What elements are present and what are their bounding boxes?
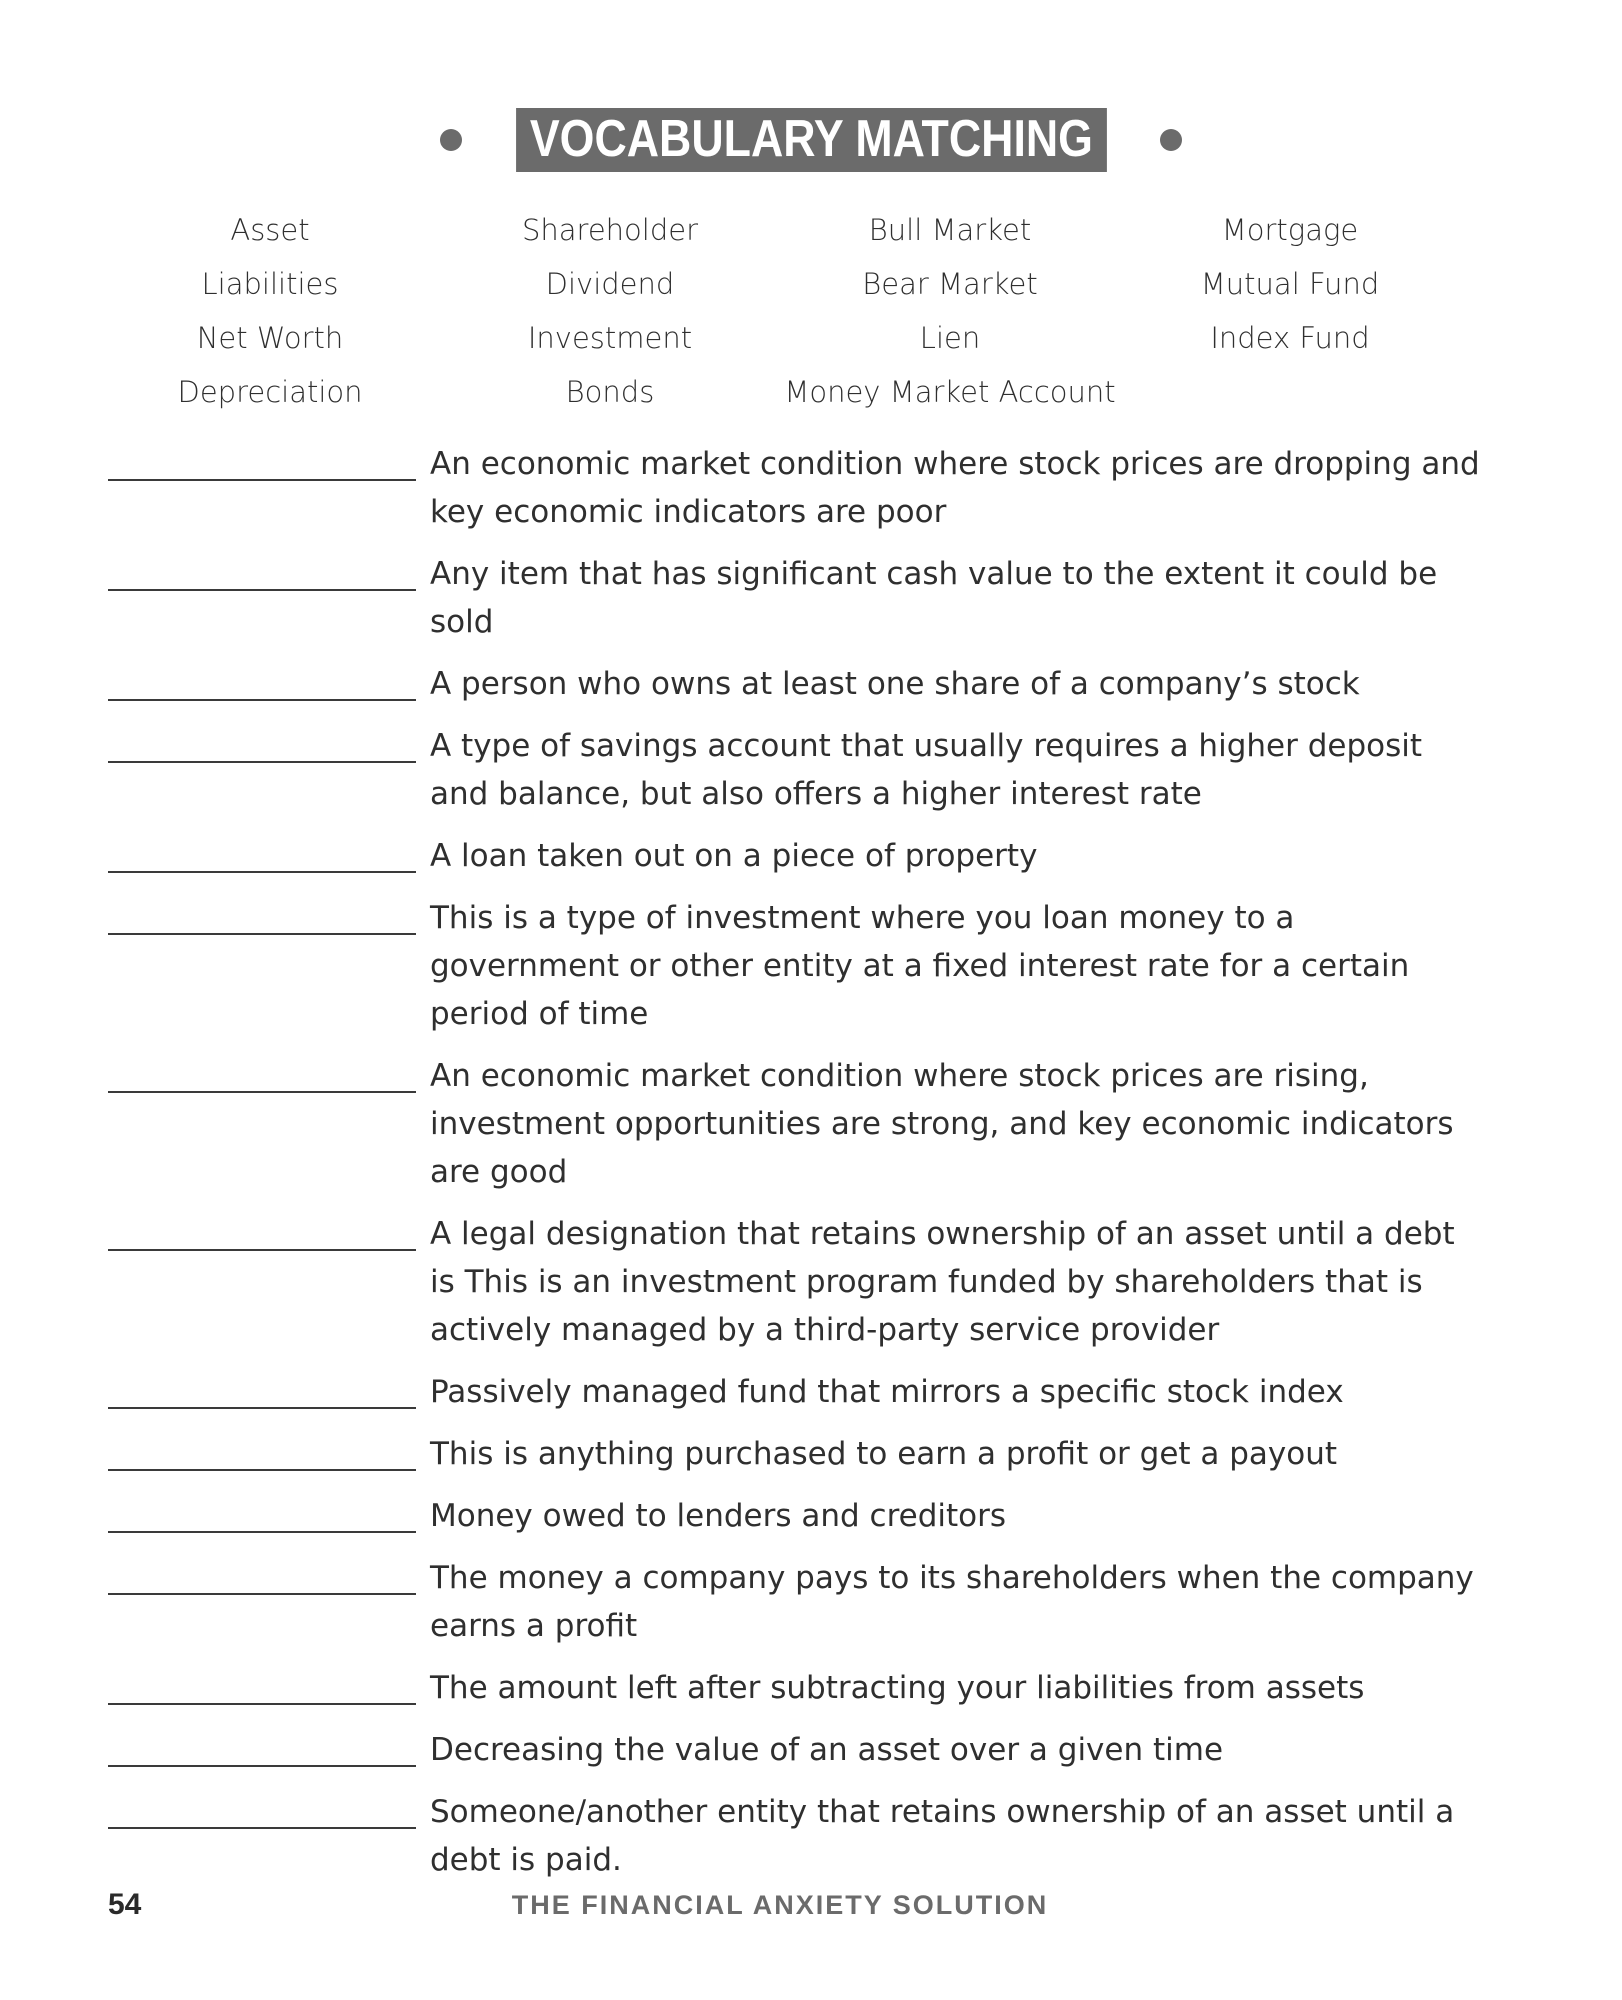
word-bank-term: Lien bbox=[919, 321, 981, 355]
matching-item bbox=[108, 1557, 1488, 1650]
definition-text: A person who owns at least one share of a company’s stock bbox=[430, 666, 1360, 702]
definition-text: A legal designation that retains ownership of an asset until a debt is This is an investment program funded by shareholders that is actively managed by a third-party service provider bbox=[430, 1216, 1455, 1348]
answer-blank[interactable] bbox=[108, 1729, 416, 1767]
word-bank-term: Mortgage bbox=[1221, 213, 1359, 247]
answer-blank[interactable] bbox=[108, 1791, 416, 1829]
matching-item bbox=[108, 1213, 1488, 1354]
answer-blank[interactable] bbox=[108, 897, 416, 935]
answer-blank[interactable] bbox=[108, 1371, 416, 1409]
matching-item bbox=[108, 1667, 1488, 1712]
matching-item bbox=[108, 835, 1488, 880]
word-bank-term: Depreciation bbox=[177, 375, 363, 409]
answer-blank[interactable] bbox=[108, 1667, 416, 1705]
definition-text: This is anything purchased to earn a profit or get a payout bbox=[430, 1436, 1338, 1472]
word-bank-term: Asset bbox=[230, 213, 310, 247]
definition-text: This is a type of investment where you loan money to a government or other entity at a fixed interest rate for a certain period of time bbox=[430, 900, 1410, 1032]
answer-blank[interactable] bbox=[108, 443, 416, 481]
matching-item bbox=[108, 1791, 1488, 1884]
definition-text: Decreasing the value of an asset over a given time bbox=[430, 1732, 1224, 1768]
word-bank-term: Money Market Account bbox=[784, 375, 1116, 409]
matching-item bbox=[108, 553, 1488, 646]
answer-blank[interactable] bbox=[108, 1055, 416, 1093]
word-bank-term: Mutual Fund bbox=[1200, 267, 1380, 301]
answer-blank[interactable] bbox=[108, 1433, 416, 1471]
answer-blank[interactable] bbox=[108, 663, 416, 701]
definition-text: The money a company pays to its shareholders when the company earns a profit bbox=[430, 1560, 1474, 1644]
answer-blank[interactable] bbox=[108, 1495, 416, 1533]
definition-text: Passively managed fund that mirrors a specific stock index bbox=[430, 1374, 1344, 1410]
page-title: VOCABULARY MATCHING bbox=[516, 108, 1107, 172]
definition-text: An economic market condition where stock prices are dropping and key economic indicators are poor bbox=[430, 446, 1480, 530]
word-bank-term: Index Fund bbox=[1210, 321, 1370, 355]
definition-text: Any item that has significant cash value to the extent it could be sold bbox=[430, 556, 1438, 640]
matching-item bbox=[108, 725, 1488, 818]
answer-blank[interactable] bbox=[108, 553, 416, 591]
word-bank-term: Bonds bbox=[565, 375, 655, 409]
answer-blank[interactable] bbox=[108, 835, 416, 873]
matching-item bbox=[108, 443, 1488, 536]
running-footer-title: THE FINANCIAL ANXIETY SOLUTION bbox=[511, 1890, 1049, 1920]
matching-item bbox=[108, 1055, 1488, 1196]
matching-item bbox=[108, 1433, 1488, 1478]
answer-blank[interactable] bbox=[108, 1213, 416, 1251]
definition-text: An economic market condition where stock prices are rising, investment opportunities are strong, and key economic indicators are good bbox=[430, 1058, 1454, 1190]
word-bank-term: Dividend bbox=[545, 267, 675, 301]
answer-blank[interactable] bbox=[108, 1557, 416, 1595]
word-bank-term: Liabilities bbox=[201, 267, 339, 301]
word-bank-term: Net Worth bbox=[196, 321, 344, 355]
matching-item bbox=[108, 1371, 1488, 1416]
definition-text: Someone/another entity that retains ownership of an asset until a debt is paid. bbox=[430, 1794, 1455, 1878]
definition-text: A type of savings account that usually requires a higher deposit and balance, but also offers a higher interest rate bbox=[430, 728, 1422, 812]
page-number: 54 bbox=[108, 1888, 142, 1921]
matching-item bbox=[108, 1495, 1488, 1540]
word-bank-term: Investment bbox=[527, 321, 693, 355]
word-bank-term: Bear Market bbox=[862, 267, 1038, 301]
title-bar bbox=[0, 108, 1622, 172]
definition-text: Money owed to lenders and creditors bbox=[430, 1498, 1007, 1534]
bullet-dot-right-icon bbox=[1160, 129, 1182, 151]
matching-item bbox=[108, 1729, 1488, 1774]
word-bank-term: Shareholder bbox=[521, 213, 699, 247]
bullet-dot-left-icon bbox=[440, 129, 462, 151]
matching-list bbox=[108, 443, 1488, 1901]
word-bank bbox=[100, 210, 1460, 426]
matching-item bbox=[108, 663, 1488, 708]
definition-text: The amount left after subtracting your liabilities from assets bbox=[430, 1670, 1365, 1706]
definition-text: A loan taken out on a piece of property bbox=[430, 838, 1038, 874]
matching-item bbox=[108, 897, 1488, 1038]
answer-blank[interactable] bbox=[108, 725, 416, 763]
word-bank-term: Bull Market bbox=[868, 213, 1032, 247]
